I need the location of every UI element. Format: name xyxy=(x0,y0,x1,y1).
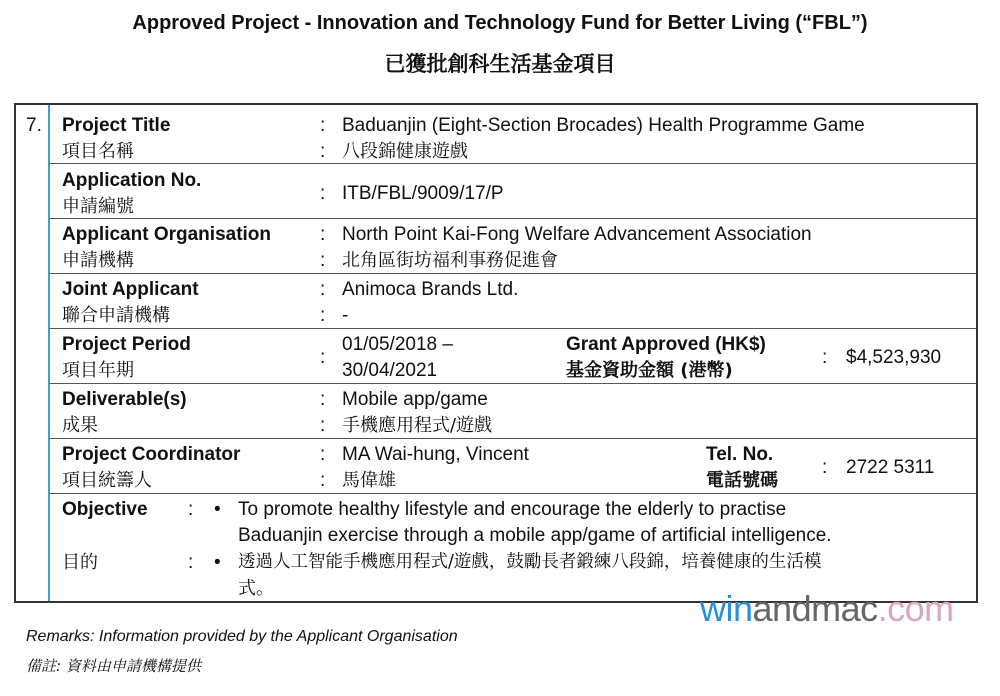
separator-colon: : xyxy=(320,415,326,436)
separator-colon: : xyxy=(320,183,326,204)
deliverables-value: Mobile app/game xyxy=(342,389,488,410)
row-divider xyxy=(50,493,976,494)
bullet-icon: • xyxy=(214,499,221,520)
project-period-label-zh: 項目年期 xyxy=(62,360,134,381)
objective-zh-line-1: 透過人工智能手機應用程式/遊戲，鼓勵長者鍛練八段錦，培養健康的生活模 xyxy=(238,552,822,572)
project-coordinator-value: MA Wai-hung, Vincent xyxy=(342,444,529,465)
project-period-start: 01/05/2018 – xyxy=(342,334,453,355)
objective-en-line-1: To promote healthy lifestyle and encourage the elderly to practise xyxy=(238,499,787,520)
joint-applicant-value-zh: - xyxy=(342,305,349,326)
watermark-part-3: .com xyxy=(877,588,954,629)
tel-no-label: Tel. No. xyxy=(706,444,774,465)
row-divider xyxy=(50,163,976,164)
separator-colon: : xyxy=(320,279,326,300)
application-no-value: ITB/FBL/9009/17/P xyxy=(342,183,504,204)
watermark-part-2: andmac xyxy=(752,588,878,629)
objective-label-zh: 目的 xyxy=(62,552,98,573)
row-divider xyxy=(50,273,976,274)
row-divider xyxy=(50,328,976,329)
watermark xyxy=(700,588,954,630)
joint-applicant-value: Animoca Brands Ltd. xyxy=(342,279,519,300)
row-divider xyxy=(50,383,976,384)
remarks-zh: 備註: 資料由申請機構提供 xyxy=(26,657,201,675)
project-title-label-zh: 項目名稱 xyxy=(62,141,134,162)
grant-approved-label-zh: 基金資助金額 (港幣) xyxy=(566,360,733,381)
project-coordinator-label-zh: 項目統籌人 xyxy=(62,470,152,491)
remarks-en: Remarks: Information provided by the Applicant Organisation xyxy=(26,628,458,645)
project-coordinator-value-zh: 馬偉雄 xyxy=(342,470,396,491)
joint-applicant-label: Joint Applicant xyxy=(62,279,199,300)
tel-no-value: 2722 5311 xyxy=(846,457,935,478)
project-number: 7. xyxy=(26,115,42,136)
project-title-value: Baduanjin (Eight-Section Brocades) Health Programme Game xyxy=(342,115,865,136)
deliverables-label-zh: 成果 xyxy=(62,415,98,436)
applicant-organisation-value: North Point Kai-Fong Welfare Advancement Association xyxy=(342,224,812,245)
separator-colon: : xyxy=(320,115,326,136)
separator-colon: : xyxy=(188,499,194,520)
row-divider xyxy=(50,438,976,439)
separator-colon: : xyxy=(320,470,326,491)
project-title-label: Project Title xyxy=(62,115,171,136)
deliverables-label: Deliverable(s) xyxy=(62,389,187,410)
row-divider xyxy=(50,218,976,219)
project-period-end: 30/04/2021 xyxy=(342,360,438,381)
applicant-organisation-label-zh: 申請機構 xyxy=(62,250,134,271)
objective-zh-line-2: 式。 xyxy=(238,578,274,599)
page-title-chinese: 已獲批創科生活基金項目 xyxy=(384,52,616,76)
separator-colon: : xyxy=(188,552,194,573)
page-title: Approved Project - Innovation and Technology Fund for Better Living (“FBL”) xyxy=(132,12,868,34)
separator-colon: : xyxy=(320,305,326,326)
project-coordinator-label: Project Coordinator xyxy=(62,444,241,465)
grant-approved-label: Grant Approved (HK$) xyxy=(566,334,766,355)
separator-colon: : xyxy=(822,457,828,478)
separator-colon: : xyxy=(822,347,828,368)
separator-colon: : xyxy=(320,444,326,465)
objective-label: Objective xyxy=(62,499,148,520)
bullet-icon: • xyxy=(214,552,221,573)
project-period-label: Project Period xyxy=(62,334,191,355)
separator-colon: : xyxy=(320,347,326,368)
separator-colon: : xyxy=(320,250,326,271)
grant-approved-value: $4,523,930 xyxy=(846,347,942,368)
project-title-value-zh: 八段錦健康遊戲 xyxy=(342,141,468,162)
applicant-organisation-label: Applicant Organisation xyxy=(62,224,272,245)
application-no-label: Application No. xyxy=(62,170,202,191)
separator-colon: : xyxy=(320,389,326,410)
deliverables-value-zh: 手機應用程式/遊戲 xyxy=(342,415,493,436)
separator-colon: : xyxy=(320,224,326,245)
tel-no-label-zh: 電話號碼 xyxy=(706,470,778,491)
joint-applicant-label-zh: 聯合申請機構 xyxy=(62,305,170,326)
watermark-part-1: win xyxy=(700,588,753,629)
number-column xyxy=(16,105,50,601)
separator-colon: : xyxy=(320,141,326,162)
objective-en-line-2: Baduanjin exercise through a mobile app/game of artificial intelligence. xyxy=(238,525,832,546)
application-no-label-zh: 申請編號 xyxy=(62,196,134,217)
applicant-organisation-value-zh: 北角區街坊福利事務促進會 xyxy=(342,250,558,271)
project-table xyxy=(14,103,978,603)
